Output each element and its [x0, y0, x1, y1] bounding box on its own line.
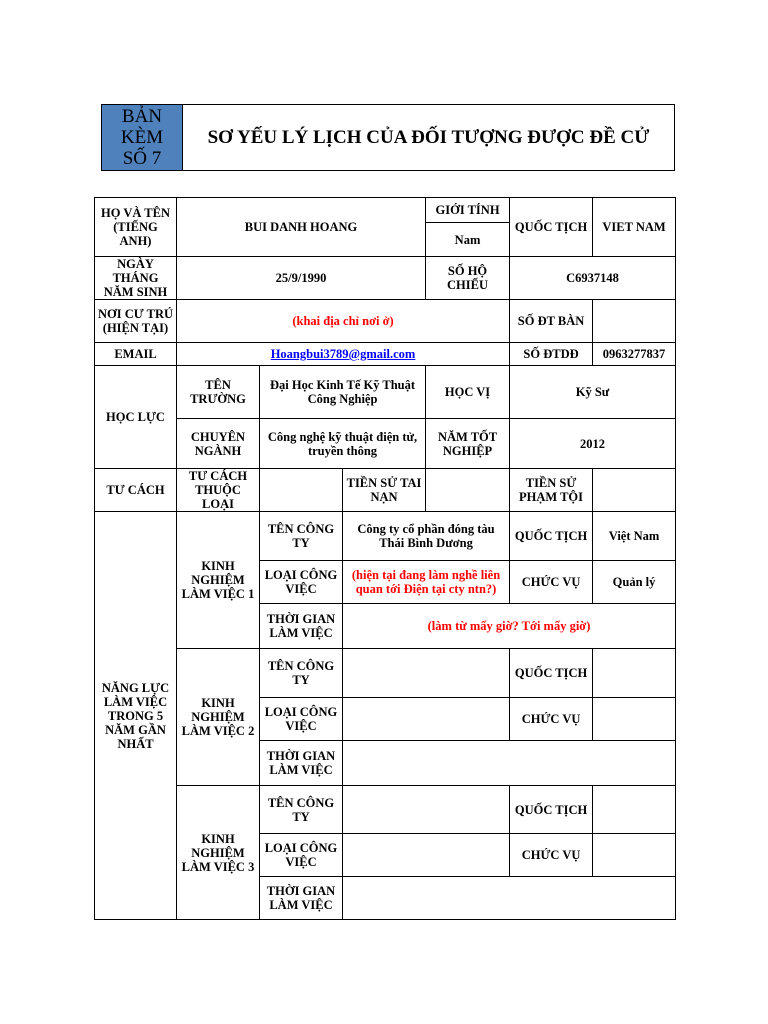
education-section-label: HỌC LỰC [95, 366, 177, 469]
exp1-position-label: CHỨC VỤ [510, 561, 593, 604]
exp2-position-label: CHỨC VỤ [510, 698, 593, 741]
badge-line-1: BẢN [121, 106, 163, 127]
attachment-badge [102, 105, 183, 170]
document-header [101, 104, 675, 171]
exp1-position-value: Quản lý [593, 561, 676, 604]
accident-history-label: TIỀN SỬ TAI NẠN [343, 469, 426, 512]
landline-label: SỐ ĐT BÀN [510, 300, 593, 343]
passport-value: C6937148 [510, 257, 676, 300]
exp2-job-type-value [343, 698, 510, 741]
exp2-period-label: THỜI GIAN LÀM VIỆC [260, 741, 343, 786]
mobile-label: SỐ ĐTDĐ [510, 343, 593, 366]
criminal-history-label: TIỀN SỬ PHẠM TỘI [510, 469, 593, 512]
conduct-type-label: TƯ CÁCH THUỘC LOẠI [177, 469, 260, 512]
name-value: BUI DANH HOANG [177, 198, 426, 257]
major-value: Công nghệ kỹ thuật điện tử, truyền thông [260, 419, 426, 469]
exp1-nationality-label: QUỐC TỊCH [510, 512, 593, 561]
badge-line-3: SỐ 7 [122, 148, 162, 169]
exp1-company-label: TÊN CÔNG TY [260, 512, 343, 561]
badge-line-2: KÈM [120, 127, 164, 148]
criminal-history-value [593, 469, 676, 512]
grad-year-label: NĂM TỐT NGHIỆP [426, 419, 510, 469]
document-title: SƠ YẾU LÝ LỊCH CỦA ĐỐI TƯỢNG ĐƯỢC ĐỀ CỬ [207, 126, 650, 148]
exp3-period-value [343, 877, 676, 920]
school-value: Đại Học Kinh Tế Kỹ Thuật Công Nghiệp [260, 366, 426, 419]
mobile-value: 0963277837 [593, 343, 676, 366]
exp3-nationality-label: QUỐC TỊCH [510, 786, 593, 834]
work-section-label: NĂNG LỰC LÀM VIỆC TRONG 5 NĂM GẦN NHẤT [95, 512, 177, 920]
experience-3-label: KINH NGHIỆM LÀM VIỆC 3 [177, 786, 260, 920]
grad-year-value: 2012 [510, 419, 676, 469]
school-label: TÊN TRƯỜNG [177, 366, 260, 419]
accident-history-value [426, 469, 510, 512]
exp3-job-type-value [343, 834, 510, 877]
exp1-job-type-value: (hiện tại đang làm nghề liên quan tới Điện tại cty ntn?) [343, 561, 510, 604]
conduct-section-label: TƯ CÁCH [95, 469, 177, 512]
nationality-label: QUỐC TỊCH [510, 198, 593, 257]
gender-value: Nam [426, 223, 510, 257]
exp2-company-value [343, 649, 510, 698]
exp3-job-type-label: LOẠI CÔNG VIỆC [260, 834, 343, 877]
email-link[interactable]: Hoangbui3789@gmail.com [270, 347, 416, 361]
exp3-period-label: THỜI GIAN LÀM VIỆC [260, 877, 343, 920]
exp1-nationality-value: Việt Nam [593, 512, 676, 561]
exp3-nationality-value [593, 786, 676, 834]
profile-form-table [94, 197, 676, 920]
landline-value [593, 300, 676, 343]
residence-label: NƠI CƯ TRÚ (HIỆN TẠI) [95, 300, 177, 343]
exp3-company-value [343, 786, 510, 834]
passport-label: SỐ HỘ CHIẾU [426, 257, 510, 300]
experience-2-label: KINH NGHIỆM LÀM VIỆC 2 [177, 649, 260, 786]
exp3-position-label: CHỨC VỤ [510, 834, 593, 877]
exp3-position-value [593, 834, 676, 877]
exp2-position-value [593, 698, 676, 741]
degree-label: HỌC VỊ [426, 366, 510, 419]
email-label: EMAIL [95, 343, 177, 366]
major-label: CHUYÊN NGÀNH [177, 419, 260, 469]
exp3-company-label: TÊN CÔNG TY [260, 786, 343, 834]
exp2-job-type-label: LOẠI CÔNG VIỆC [260, 698, 343, 741]
exp1-period-value: (làm từ mấy giờ? Tới mấy giờ) [343, 604, 676, 649]
exp2-period-value [343, 741, 676, 786]
degree-value: Kỹ Sư [510, 366, 676, 419]
exp2-nationality-value [593, 649, 676, 698]
exp1-job-type-label: LOẠI CÔNG VIỆC [260, 561, 343, 604]
name-label: HỌ VÀ TÊN (TIẾNG ANH) [95, 198, 177, 257]
gender-label: GIỚI TÍNH [426, 198, 510, 223]
residence-value: (khai địa chỉ nơi ở) [177, 300, 510, 343]
dob-label: NGÀY THÁNG NĂM SINH [95, 257, 177, 300]
experience-1-label: KINH NGHIỆM LÀM VIỆC 1 [177, 512, 260, 649]
conduct-type-value [260, 469, 343, 512]
dob-value: 25/9/1990 [177, 257, 426, 300]
exp2-nationality-label: QUỐC TỊCH [510, 649, 593, 698]
exp1-period-label: THỜI GIAN LÀM VIỆC [260, 604, 343, 649]
exp1-company-value: Công ty cổ phần đóng tàu Thái Bình Dương [343, 512, 510, 561]
exp2-company-label: TÊN CÔNG TY [260, 649, 343, 698]
nationality-value: VIET NAM [593, 198, 676, 257]
